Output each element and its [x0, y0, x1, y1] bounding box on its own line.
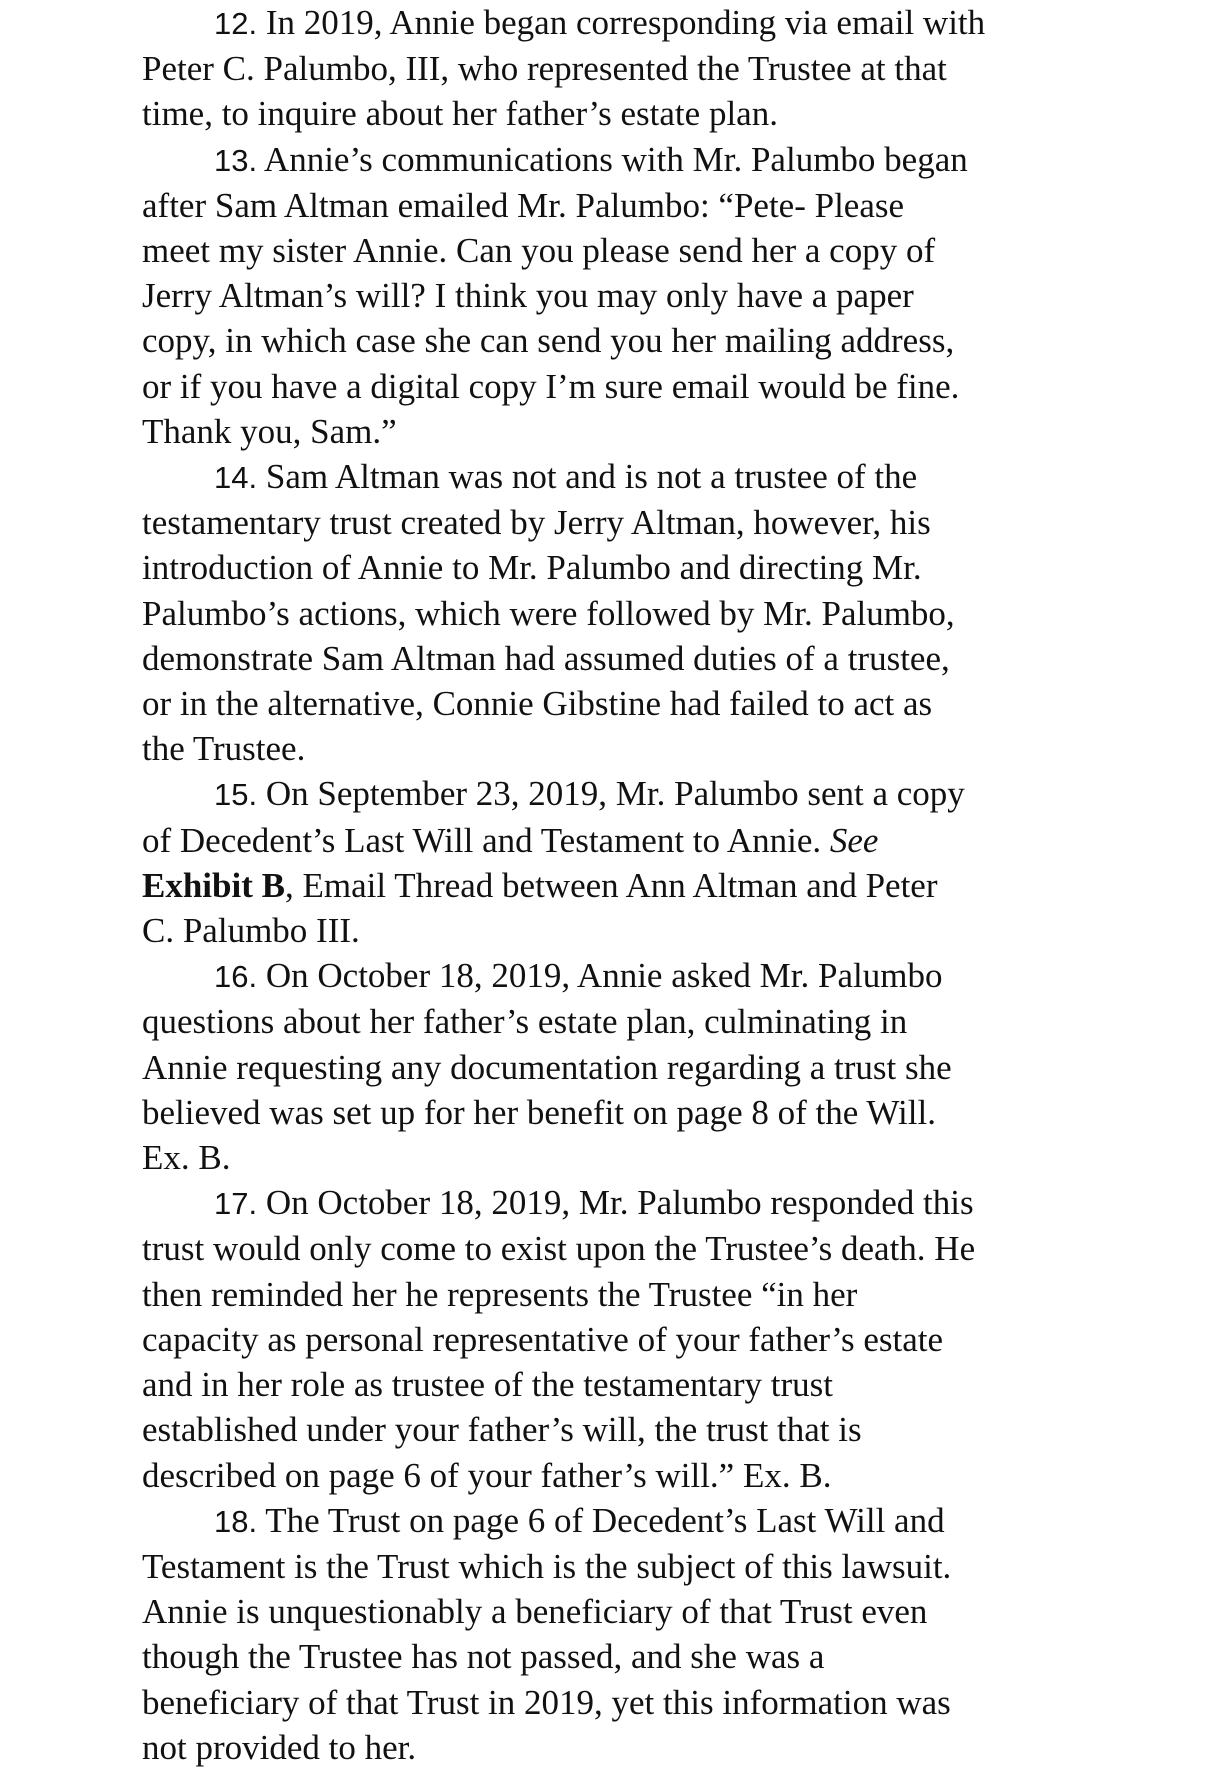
paragraph-12-line-3: time, to inquire about her father’s estate plan.: [142, 94, 778, 134]
paragraph-16-line-1: [142, 953, 1162, 999]
paragraph-number: 17.: [214, 1186, 258, 1222]
paragraph-number: 12.: [214, 6, 258, 41]
paragraph-12: [142, 0, 1162, 137]
paragraph-17-line-7: described on page 6 of your father’s will.” Ex. B.: [142, 1455, 832, 1495]
paragraph-13-line-5: copy, in which case she can send you her mailing address,: [142, 321, 955, 361]
paragraph-16: [142, 953, 1162, 1180]
paragraph-15-line-4: C. Palumbo III.: [142, 911, 360, 951]
line-text: Sam Altman was not and is not a trustee of the: [257, 457, 918, 497]
line-text: On September 23, 2019, Mr. Palumbo sent a copy: [257, 774, 965, 814]
paragraph-17: [142, 1180, 1162, 1497]
paragraph-17-line-6: established under your father’s will, the trust that is: [142, 1410, 862, 1450]
paragraph-17-line-1: [142, 1180, 1162, 1226]
paragraph-17-line-4: capacity as personal representative of your father’s estate: [142, 1319, 944, 1359]
document-body: [142, 0, 1162, 1770]
paragraph-15-line-1: [142, 771, 1162, 817]
paragraph-13-line-7: Thank you, Sam.”: [142, 411, 397, 451]
paragraph-16-line-4: believed was set up for her benefit on page 8 of the Will.: [142, 1092, 936, 1132]
paragraph-14-line-5: demonstrate Sam Altman had assumed duties of a trustee,: [142, 638, 950, 678]
paragraph-16-line-2: questions about her father’s estate plan, culminating in: [142, 1002, 908, 1042]
paragraph-18: [142, 1498, 1162, 1770]
line-text: Annie’s communications with Mr. Palumbo began: [257, 139, 968, 179]
paragraph-14-line-2: testamentary trust created by Jerry Altman, however, his: [142, 503, 931, 543]
paragraph-12-line-2: Peter C. Palumbo, III, who represented the Trustee at that: [142, 49, 947, 89]
paragraph-14-line-7: the Trustee.: [142, 729, 306, 769]
line-text: On October 18, 2019, Mr. Palumbo responded this: [257, 1183, 974, 1223]
paragraph-17-line-2: trust would only come to exist upon the Trustee’s death. He: [142, 1229, 976, 1269]
paragraph-13-line-4: Jerry Altman’s will? I think you may only have a paper: [142, 276, 914, 316]
paragraph-15-line-3: [142, 863, 1162, 908]
line-text: The Trust on page 6 of Decedent’s Last Will and: [257, 1500, 945, 1540]
paragraph-16-line-3: Annie requesting any documentation regarding a trust she: [142, 1047, 952, 1087]
paragraph-14: [142, 454, 1162, 771]
paragraph-number: 14.: [214, 460, 258, 496]
paragraph-17-line-5: and in her role as trustee of the testamentary trust: [142, 1365, 834, 1405]
paragraph-14-line-6: or in the alternative, Connie Gibstine had failed to act as: [142, 684, 933, 724]
paragraph-13-line-3: meet my sister Annie. Can you please send her a copy of: [142, 231, 936, 271]
paragraph-13-line-2: after Sam Altman emailed Mr. Palumbo: “Pete- Please: [142, 185, 905, 225]
paragraph-13-line-1: [142, 137, 1162, 183]
paragraph-18-line-1: [142, 1498, 1162, 1544]
line-text: On October 18, 2019, Annie asked Mr. Palumbo: [257, 956, 943, 996]
paragraph-18-line-3: Annie is unquestionably a beneficiary of that Trust even: [142, 1592, 928, 1632]
paragraph-14-line-4: Palumbo’s actions, which were followed by Mr. Palumbo,: [142, 593, 955, 633]
paragraph-number: 15.: [214, 777, 258, 813]
paragraph-13-line-6: or if you have a digital copy I’m sure email would be fine.: [142, 366, 960, 406]
paragraph-18-line-5: beneficiary of that Trust in 2019, yet this information was: [142, 1682, 951, 1722]
paragraph-13: [142, 137, 1162, 454]
line-text: , Email Thread between Ann Altman and Peter: [284, 865, 938, 905]
exhibit-reference: Exhibit B: [142, 865, 285, 905]
paragraph-12-line-1: [142, 0, 1162, 46]
line-text: In 2019, Annie began corresponding via email with: [257, 3, 986, 42]
see-signal: See: [829, 820, 879, 860]
paragraph-16-line-5: Ex. B.: [142, 1138, 231, 1178]
paragraph-15: [142, 771, 1162, 953]
paragraph-18-line-4: though the Trustee has not passed, and she was a: [142, 1637, 825, 1677]
paragraph-15-line-2: [142, 818, 1162, 863]
paragraph-number: 13.: [214, 142, 258, 178]
paragraph-number: 18.: [214, 1503, 258, 1539]
paragraph-14-line-1: [142, 454, 1162, 500]
paragraph-14-line-3: introduction of Annie to Mr. Palumbo and directing Mr.: [142, 548, 922, 588]
paragraph-number: 16.: [214, 959, 258, 995]
paragraph-18-line-6: not provided to her.: [142, 1727, 417, 1767]
paragraph-18-line-2: Testament is the Trust which is the subject of this lawsuit.: [142, 1546, 952, 1586]
paragraph-17-line-3: then reminded her he represents the Trustee “in her: [142, 1274, 858, 1314]
line-text: of Decedent’s Last Will and Testament to Annie.: [142, 820, 830, 860]
